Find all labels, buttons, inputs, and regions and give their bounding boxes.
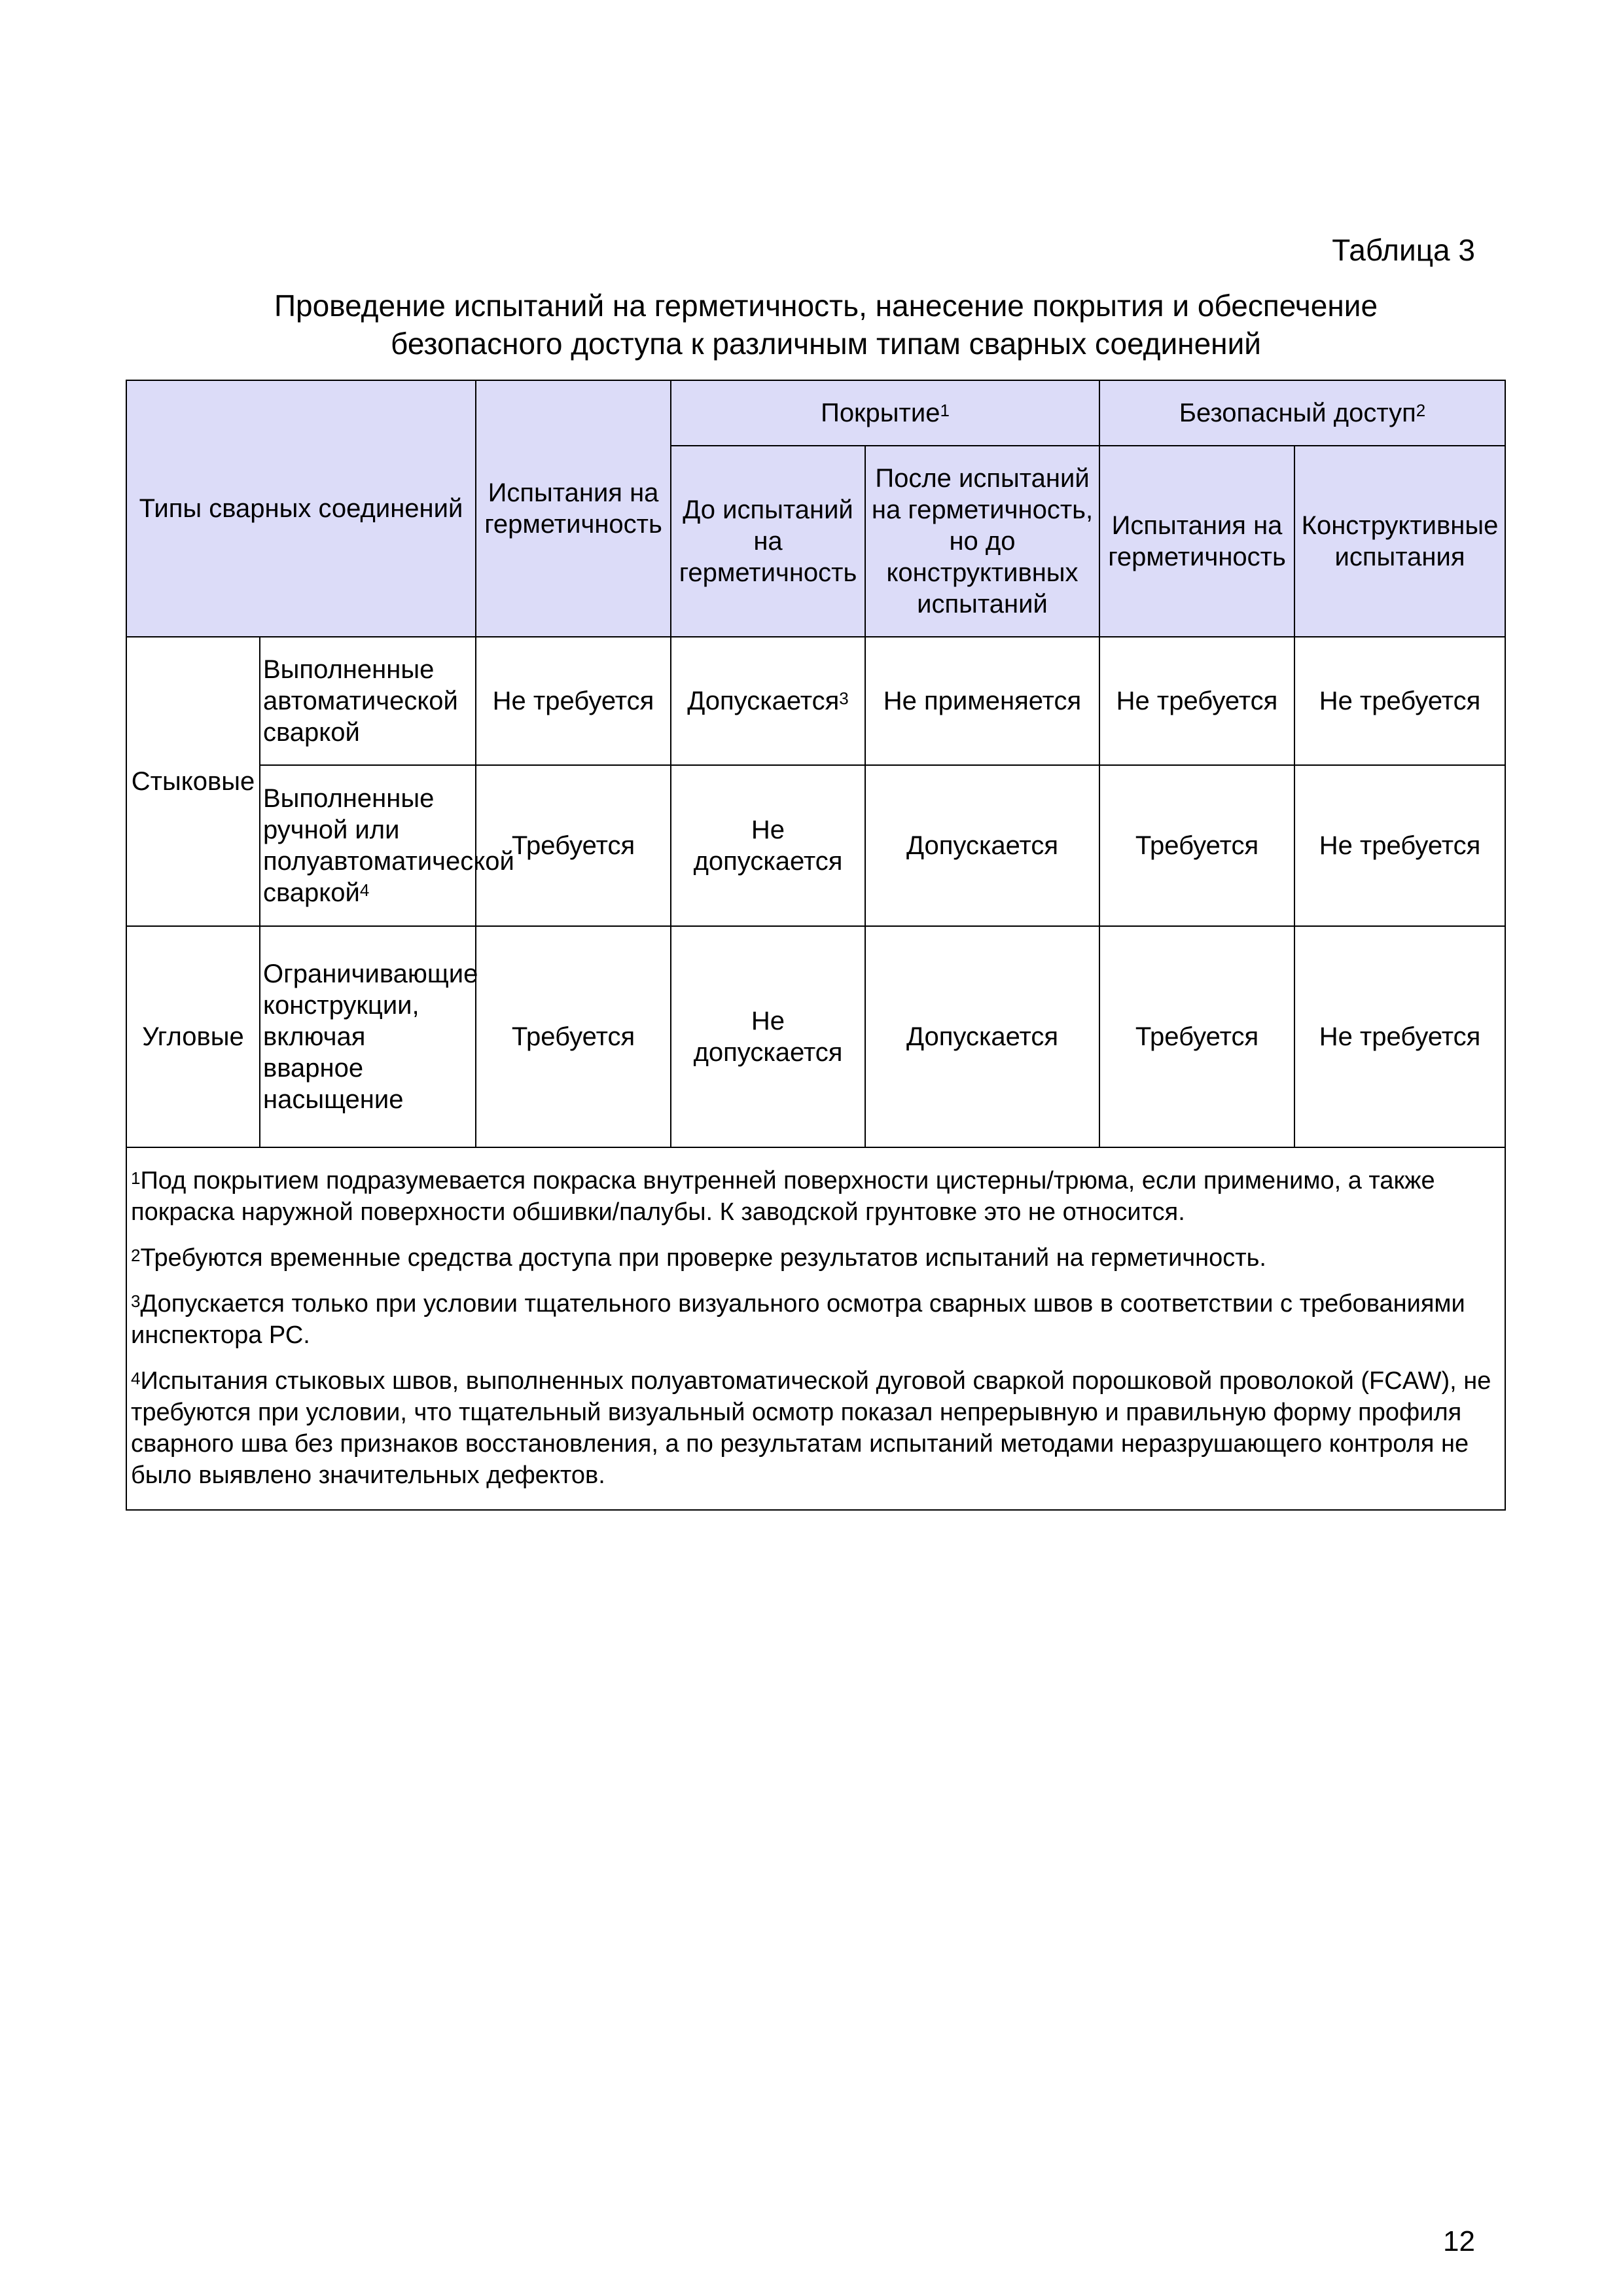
footnote-4 <box>131 1365 1498 1491</box>
footnote-text: Под покрытием подразумевается покраска внутренней поверхности цистерны/трюма, если применимо, а также покраска наружной поверхности обшивки/палубы. К заводской грунтовке это не относится. <box>131 1167 1435 1226</box>
cell-tightness: Требуется <box>476 765 671 926</box>
header-after-test: После испытаний на герметичность, но до конструктивных испытаний <box>865 446 1099 637</box>
cell-after: Не применяется <box>865 637 1099 765</box>
footnote-num: 1 <box>131 1168 141 1188</box>
cell-tightness: Требуется <box>476 926 671 1147</box>
cell-before: Не допускается <box>671 926 865 1147</box>
notes-row <box>126 1147 1505 1510</box>
group-butt-welds: Стыковые <box>126 637 260 926</box>
footnote-num: 3 <box>131 1291 141 1311</box>
table-row <box>126 637 1505 765</box>
cell-access-structural: Не требуется <box>1294 926 1505 1147</box>
cell-access-structural: Не требуется <box>1294 765 1505 926</box>
header-safe-access <box>1099 380 1505 446</box>
footnote-text: Допускается только при условии тщательного визуального осмотра сварных швов в соответствии с требованиями инспектора РС. <box>131 1290 1465 1349</box>
row-desc-boundary: Ограничивающие конструкции, включая вварное насыщение <box>260 926 476 1147</box>
table-row <box>126 926 1505 1147</box>
header-before-test: До испытаний на герметичность <box>671 446 865 637</box>
table-label: Таблица 3 <box>1332 233 1475 267</box>
weld-testing-table <box>126 380 1506 1511</box>
title-line-2: безопасного доступа к различным типам сварных соединений <box>391 327 1261 361</box>
footnote-3 <box>131 1288 1498 1351</box>
header-tightness-test: Испытания на герметичность <box>476 380 671 637</box>
footnote-num: 2 <box>131 1246 141 1265</box>
header-access-structural: Конструктивные испытания <box>1294 446 1505 637</box>
cell-access-tightness: Требуется <box>1099 926 1294 1147</box>
header-safe-access-label: Безопасный доступ <box>1179 399 1416 427</box>
footnote-num: 4 <box>131 1369 141 1388</box>
table-row <box>126 765 1505 926</box>
cell-access-structural: Не требуется <box>1294 637 1505 765</box>
header-weld-types: Типы сварных соединений <box>126 380 476 637</box>
cell-tightness: Не требуется <box>476 637 671 765</box>
cell-after: Допускается <box>865 765 1099 926</box>
footnote-ref-3: 3 <box>839 689 849 708</box>
footnote-text: Требуются временные средства доступа при проверке результатов испытаний на герметичность. <box>140 1244 1266 1272</box>
header-coating <box>671 380 1099 446</box>
footnotes <box>126 1147 1505 1510</box>
cell-access-tightness: Не требуется <box>1099 637 1294 765</box>
footnote-ref-4: 4 <box>359 880 370 900</box>
page-number: 12 <box>1443 2225 1475 2257</box>
table-title <box>126 287 1526 363</box>
group-fillet-welds: Угловые <box>126 926 260 1147</box>
row-desc-manual-text: Выполненные ручной или полуавтоматической сваркой <box>263 784 514 907</box>
row-desc-automatic: Выполненные автоматической сваркой <box>260 637 476 765</box>
footnote-1 <box>131 1165 1498 1228</box>
footnote-text: Испытания стыковых швов, выполненных полуавтоматической дуговой сваркой порошковой проволокой (FCAW), не требуются при условии, что тщательный визуальный осмотр показал непрерывную и правильную форму профиля сварного шва без признаков восстановления, а по результатам испытаний методами неразрушающего контроля не было выявлено значительных дефектов. <box>131 1367 1491 1489</box>
row-desc-manual <box>260 765 514 926</box>
cell-before: Не допускается <box>671 765 865 926</box>
title-line-1: Проведение испытаний на герметичность, нанесение покрытия и обеспечение <box>274 289 1378 323</box>
footnote-2 <box>131 1242 1498 1274</box>
cell-access-tightness: Требуется <box>1099 765 1294 926</box>
cell-before-text: Допускается <box>687 687 840 715</box>
cell-after: Допускается <box>865 926 1099 1147</box>
footnote-ref-1: 1 <box>940 401 950 420</box>
footnote-ref-2: 2 <box>1416 401 1426 420</box>
cell-before <box>671 637 865 765</box>
header-coating-label: Покрытие <box>821 399 940 427</box>
header-access-tightness: Испытания на герметичность <box>1099 446 1294 637</box>
